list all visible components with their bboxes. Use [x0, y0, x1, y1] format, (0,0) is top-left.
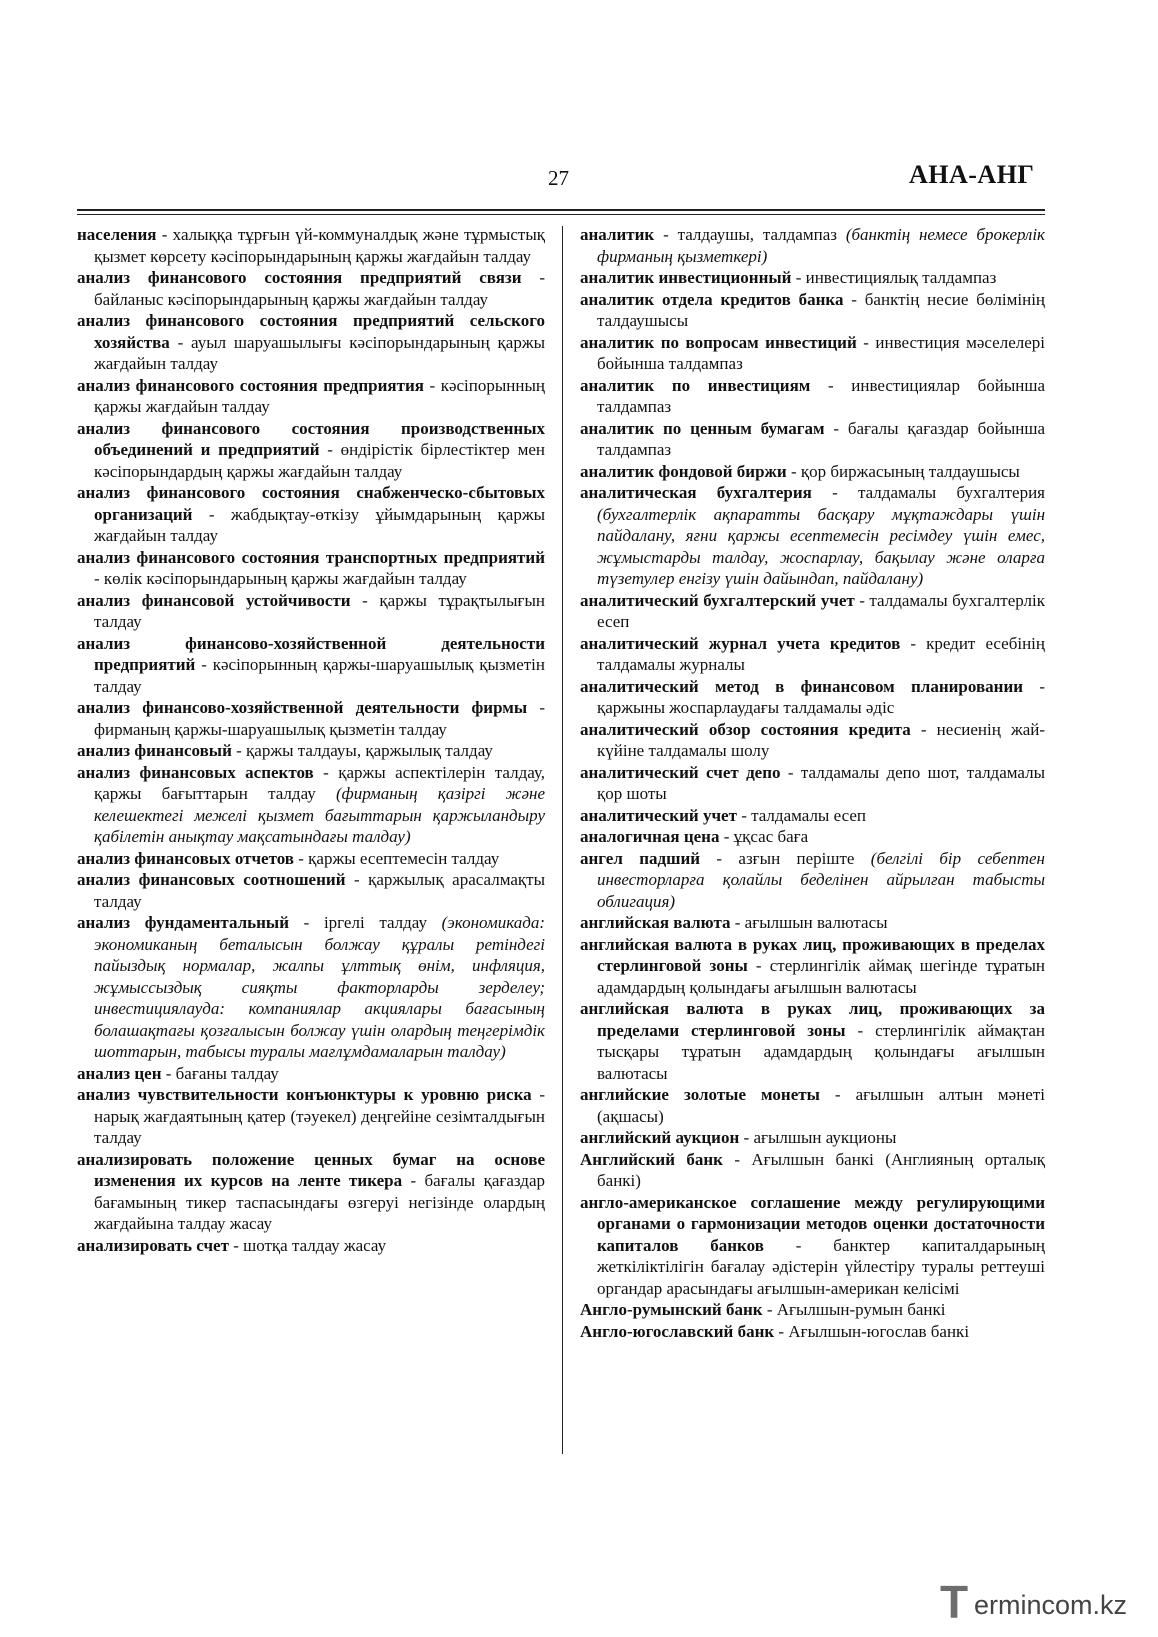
entry-translation: - банктер капиталдарының жеткіліктілігін бағалау әдістерін үйлестіру туралы реттеуші органдар арасындағы ағылшын-американ келісімі: [597, 1235, 1045, 1298]
dictionary-entry: [580, 633, 1045, 676]
dictionary-entry: [77, 740, 545, 762]
dictionary-entry: [580, 934, 1045, 999]
entry-headword: англо-американское соглашение между регулирующими органами о гармонизации методов оценки достаточности капиталов банков: [580, 1192, 1045, 1255]
entry-headword: Англо-югославский банк: [580, 1321, 775, 1341]
entry-headword: аналитик: [580, 225, 655, 244]
dictionary-entry: [77, 375, 545, 418]
dictionary-entry: [580, 289, 1045, 332]
entry-headword: аналитический журнал учета кредитов: [580, 633, 901, 653]
dictionary-entry: [580, 676, 1045, 719]
watermark-letter-t: T: [940, 1576, 969, 1628]
entry-headword: анализ финансового состояния транспортных предприятий: [77, 547, 545, 567]
entry-headword: аналитический учет: [580, 805, 737, 825]
entry-translation: - Ағылшын-румын банкі: [762, 1300, 946, 1319]
entry-translation: - өндірістік бірлестіктер мен кәсіпорындардың қаржы жағдайын талдау: [94, 440, 545, 481]
dictionary-entry: [580, 267, 1045, 289]
dictionary-entry: [580, 1192, 1045, 1300]
entry-headword: анализ финансовой устойчивости: [77, 590, 351, 610]
entry-translation: - инвестициялар бойынша талдампаз: [597, 375, 1045, 416]
dictionary-entry: [77, 224, 545, 267]
dictionary-entry: [77, 267, 545, 310]
entry-headword: аналитический метод в финансовом планировании: [580, 676, 1024, 696]
entry-translation: - кәсіпорынның қаржы-шаруашылық қызметін талдау: [94, 655, 545, 696]
entry-headword: анализ финансовых отчетов: [77, 848, 294, 868]
entry-headword: анализ финансовых аспектов: [77, 762, 314, 782]
entry-note: (фирманың қазіргі және келешектегі межелі қызмет бағыттарын қаржыландыру қабілетін анықтау мақсатындағы талдау): [94, 784, 545, 846]
entry-headword: анализ финансового состояния производственных объединений и предприятий: [77, 418, 545, 459]
entry-headword: анализ финансовых соотношений: [77, 870, 346, 889]
entry-headword: анализ финансово-хозяйственной деятельности предприятий: [77, 633, 545, 674]
entry-translation: - талдамалы есеп: [736, 805, 866, 825]
entry-translation: - байланыс кәсіпорындарының қаржы жағдайын талдау: [94, 268, 545, 309]
entry-headword: анализ финансового состояния снабженческо-сбытовых организаций: [77, 483, 545, 524]
dictionary-entry: [77, 1149, 545, 1235]
dictionary-entry: [580, 719, 1045, 762]
entry-translation: - стерлингілік аймақтан тысқары тұратын адамдардың қолындағы ағылшын валютасы: [597, 1020, 1045, 1083]
dictionary-entry: [580, 224, 1045, 267]
entry-translation: - талдамалы депо шот, талдамалы қор шоты: [597, 762, 1045, 803]
entry-translation: - қаржы есептемесін талдау: [293, 848, 500, 868]
entry-translation: - талдаушы, талдампаз: [654, 225, 846, 244]
dictionary-entry: [580, 418, 1045, 461]
watermark-text: ermincom.kz: [974, 1590, 1128, 1620]
entry-translation: - несиенің жай-күйіне талдамалы шолу: [597, 719, 1046, 760]
header-rule-thin: [77, 214, 1045, 215]
entry-headword: аналитик отдела кредитов банка: [580, 289, 844, 309]
entry-headword: анализ цен: [77, 1063, 162, 1083]
entry-translation: - талдамалы бухгалтерия: [811, 483, 1045, 502]
entry-note: (банктің немесе брокерлік фирманың қызметкері): [597, 225, 1045, 266]
entry-translation: - фирманың қаржы-шаруашылық қызметін талдау: [94, 698, 545, 739]
entry-translation: - қаржы тұрақтылығын талдау: [94, 590, 545, 631]
entry-translation: - қор биржасының талдаушысы: [786, 461, 1020, 481]
entry-translation: - жабдықтау-өткізу ұйымдарының қаржы жағдайын талдау: [94, 504, 545, 545]
entry-note: (белгілі бір себептен инвесторларға қолайлы беделінен айрылған табысты облигация): [597, 848, 1045, 911]
entry-translation: - нарық жағдаятының қатер (тәуекел) деңгейіне сезімталдығын талдау: [94, 1085, 545, 1147]
entry-headword: английские золотые монеты: [580, 1085, 820, 1104]
dictionary-entry: [580, 590, 1045, 633]
dictionary-entry: [580, 826, 1045, 848]
entry-translation: - қаржы талдауы, қаржылық талдау: [231, 741, 493, 760]
dictionary-entry: [77, 418, 545, 483]
right-column: [580, 224, 1045, 1342]
entry-translation: - ағылшын алтын мәнеті (ақшасы): [597, 1085, 1045, 1126]
dictionary-entry: [580, 805, 1045, 827]
dictionary-entry: [77, 869, 545, 912]
dictionary-entry: [77, 482, 545, 547]
left-column: [77, 224, 545, 1256]
entry-headword: аналитическая бухгалтерия: [580, 483, 812, 502]
dictionary-entry: [580, 1127, 1045, 1149]
entry-headword: аналитический обзор состояния кредита: [580, 719, 911, 739]
entry-translation: - ұқсас баға: [719, 827, 809, 846]
dictionary-entry: [580, 1299, 1045, 1321]
dictionary-entry: [77, 762, 545, 848]
dictionary-entry: [77, 1063, 545, 1085]
entry-translation: - ауыл шаруашылығы кәсіпорындарының қаржы жағдайын талдау: [94, 332, 545, 373]
dictionary-entry: [77, 912, 545, 1063]
dictionary-entry: [580, 1084, 1045, 1127]
entry-translation: - стерлингілік аймақ шегінде тұратын адамдардың қолындағы ағылшын валютасы: [597, 956, 1045, 997]
dictionary-entry: [580, 332, 1045, 375]
running-head: АНА-АНГ: [909, 160, 1035, 189]
entry-headword: анализ финансового состояния предприятий связи: [77, 268, 522, 287]
entry-headword: населения: [77, 225, 157, 244]
entry-translation: - банктің несие бөлімінің талдаушысы: [597, 289, 1046, 330]
page-number: 27: [548, 166, 569, 190]
entry-headword: ангел падший: [580, 848, 701, 868]
entry-headword: английская валюта: [580, 913, 731, 932]
entry-headword: анализировать счет: [77, 1235, 229, 1255]
dictionary-entry: [580, 1149, 1045, 1192]
entry-headword: анализ финансово-хозяйственной деятельности фирмы: [77, 698, 528, 717]
dictionary-entry: [77, 590, 545, 633]
entry-headword: анализ чувствительности конъюнктуры к уровню риска: [77, 1085, 532, 1104]
entry-translation: - шотқа талдау жасау: [228, 1235, 387, 1255]
dictionary-entry: [580, 998, 1045, 1084]
entry-headword: аналитик фондовой биржи: [580, 461, 787, 481]
entry-note: (экономикада: экономиканың беталысын болжау құралы ретіндегі пайыздық нормалар, жалпы ұлттық өнім, инфляция, жұмыссыздық сияқты факторларды зерделеу; инвестициялауда: компаниялар акциялары бағасының болашақтағы қозғалысын болжау үшін олардың теңгерімдік шоттарын, табысы туралы мағлұмдамаларын талдау): [94, 913, 546, 1061]
entry-headword: аналитический счет депо: [580, 762, 781, 782]
dictionary-entry: [77, 848, 545, 870]
entry-headword: анализировать положение ценных бумаг на основе изменения их курсов на ленте тикера: [77, 1149, 545, 1190]
entry-translation: - бағалы қағаздар бойынша талдампаз: [597, 418, 1046, 459]
dictionary-entry: [77, 1235, 545, 1257]
dictionary-entry: [580, 1321, 1045, 1343]
dictionary-entry: [580, 762, 1045, 805]
column-divider: [562, 226, 563, 1454]
entry-translation: - азғын періште: [700, 848, 871, 868]
entry-translation: - ағылшын валютасы: [730, 913, 888, 932]
entry-translation: - Ағылшын-югослав банкі: [774, 1321, 970, 1341]
entry-headword: аналитик по инвестициям: [580, 375, 811, 395]
entry-headword: аналитик по ценным бумагам: [580, 418, 825, 438]
dictionary-entry: [580, 461, 1045, 483]
termincom-watermark-logo: [940, 1578, 1146, 1626]
entry-headword: английская валюта в руках лиц, проживающих за пределами стерлинговой зоны: [580, 999, 1045, 1040]
entry-headword: анализ финансового состояния предприятий сельского хозяйства: [77, 311, 545, 352]
entry-headword: аналогичная цена: [580, 827, 720, 846]
entry-headword: анализ финансовый: [77, 741, 232, 760]
entry-headword: английский аукцион: [580, 1128, 740, 1147]
entry-translation: - қаржылық арасалмақты талдау: [94, 870, 545, 911]
entry-translation: - қаржы аспектілерін талдау, қаржы бағыттарын талдау: [94, 762, 545, 803]
entry-headword: аналитик инвестиционный: [580, 268, 792, 287]
dictionary-entry: [77, 633, 545, 698]
entry-headword: аналитик по вопросам инвестиций: [580, 332, 857, 352]
dictionary-entry: [580, 848, 1045, 913]
dictionary-entry: [580, 482, 1045, 590]
entry-headword: анализ фундаментальный: [77, 913, 290, 932]
entry-note: (бухгалтерлік ақпаратты басқару мұқтаждары үшін пайдалану, яғни қаржы есептемесін ресімдеу үшін емес, жұмыстарды талдау, жоспарлау, бақылау және оларға түзетулер енгізу үшін дайындап, пайдалану): [597, 504, 1045, 588]
entry-headword: Английский банк: [580, 1149, 723, 1169]
dictionary-entry: [77, 1084, 545, 1149]
dictionary-entry: [580, 375, 1045, 418]
header-rule-thick: [77, 209, 1045, 211]
dictionary-entry: [580, 912, 1045, 934]
entry-translation: - кәсіпорынның қаржы жағдайын талдау: [94, 375, 545, 416]
entry-translation: - талдамалы бухгалтерлік есеп: [597, 590, 1045, 631]
entry-translation: - бағалы қағаздар бағамының тикер таспасындағы өзгеруі негізінде олардың жағдайына талдау жасау: [94, 1171, 545, 1233]
entry-translation: - ағылшын аукционы: [739, 1128, 897, 1147]
entry-headword: анализ финансового состояния предприятия: [77, 375, 424, 395]
dictionary-entry: [77, 547, 545, 590]
entry-translation: - инвестициялық талдампаз: [791, 268, 997, 287]
entry-translation: - көлік кәсіпорындарының қаржы жағдайын талдау: [94, 569, 467, 588]
dictionary-entry: [77, 697, 545, 740]
entry-headword: Англо-румынский банк: [580, 1300, 763, 1319]
entry-translation: - халыққа тұрғын үй-коммуналдық және тұрмыстық қызмет көрсету кәсіпорындарының қаржы жағдайын талдау: [94, 225, 545, 266]
dictionary-entry: [77, 310, 545, 375]
entry-headword: аналитический бухгалтерский учет: [580, 590, 855, 610]
entry-translation: - қаржыны жоспарлаудағы талдамалы әдіс: [597, 676, 1045, 717]
entry-translation: - инвестиция мәселелері бойынша талдампаз: [597, 332, 1045, 373]
entry-headword: английская валюта в руках лиц, проживающих в пределах стерлинговой зоны: [580, 934, 1045, 975]
entry-translation: - іргелі талдау: [289, 913, 442, 932]
entry-translation: - бағаны талдау: [161, 1063, 279, 1083]
entry-translation: - Ағылшын банкі (Англияның орталық банкі): [597, 1149, 1046, 1190]
entry-translation: - кредит есебінің талдамалы журналы: [597, 633, 1045, 674]
